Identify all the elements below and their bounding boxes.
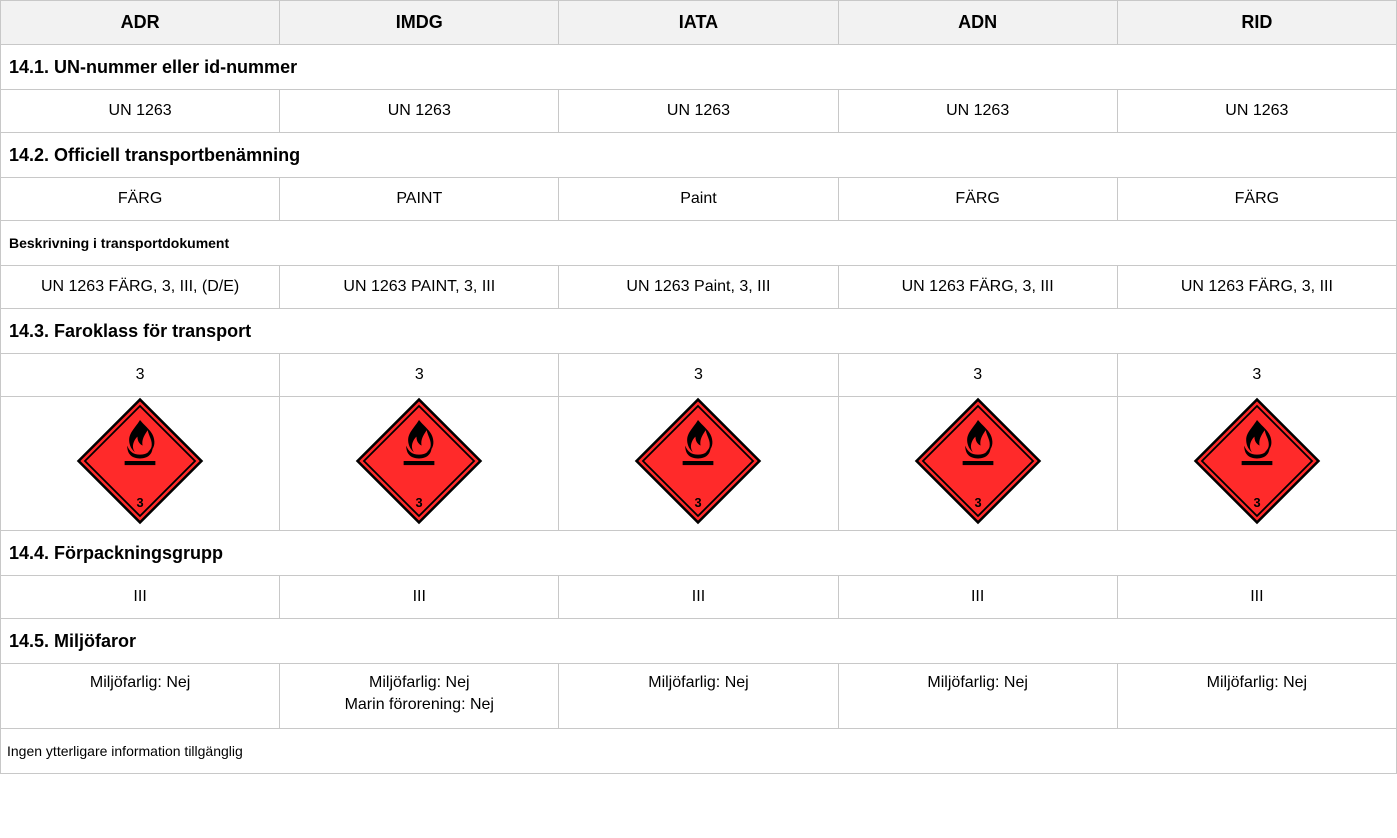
flame-icon [634,397,762,525]
cell-rid [1117,397,1396,531]
footer-note: Ingen ytterligare information tillgänglig [1,729,1397,774]
cell-imdg: PAINT [280,178,559,221]
flame-icon [914,397,1042,525]
section-title: 14.1. UN-nummer eller id-nummer [1,45,1397,90]
header-adn: ADN [838,1,1117,45]
section-title: 14.2. Officiell transportbenämning [1,133,1397,178]
pictogram-row [1,397,1397,531]
cell-iata: UN 1263 [559,90,838,133]
section-title: 14.5. Miljöfaror [1,619,1397,664]
cell-iata: UN 1263 Paint, 3, III [559,266,838,309]
cell-iata: Miljöfarlig: Nej [559,664,838,729]
cell-adr: UN 1263 FÄRG, 3, III, (D/E) [1,266,280,309]
section-hazard-class [1,309,1397,354]
cell-imdg: UN 1263 PAINT, 3, III [280,266,559,309]
cell-adn: Miljöfarlig: Nej [838,664,1117,729]
cell-iata: III [559,576,838,619]
header-imdg: IMDG [280,1,559,45]
cell-rid: Miljöfarlig: Nej [1117,664,1396,729]
table-row [1,576,1397,619]
cell-adn: FÄRG [838,178,1117,221]
cell-iata [559,397,838,531]
cell-adn: UN 1263 FÄRG, 3, III [838,266,1117,309]
cell-adn: 3 [838,354,1117,397]
marine-pollutant-text: Marin förorening: Nej [344,696,494,713]
cell-imdg [280,397,559,531]
header-adr: ADR [1,1,280,45]
flame-icon [76,397,204,525]
cell-adr: 3 [1,354,280,397]
cell-iata: 3 [559,354,838,397]
header-rid: RID [1117,1,1396,45]
section-environment [1,619,1397,664]
env-hazard-text: Miljöfarlig: Nej [369,674,470,691]
header-row [1,1,1397,45]
cell-adn: III [838,576,1117,619]
table-row [1,178,1397,221]
section-title: 14.4. Förpackningsgrupp [1,531,1397,576]
cell-imdg: 3 [280,354,559,397]
cell-iata: Paint [559,178,838,221]
cell-rid: 3 [1117,354,1396,397]
cell-imdg [280,664,559,729]
flame-icon [355,397,483,525]
cell-adn: UN 1263 [838,90,1117,133]
table-row [1,354,1397,397]
cell-imdg: III [280,576,559,619]
cell-imdg: UN 1263 [280,90,559,133]
table-row [1,664,1397,729]
cell-adr: FÄRG [1,178,280,221]
cell-rid: III [1117,576,1396,619]
cell-rid: UN 1263 [1117,90,1396,133]
section-shipping-name [1,133,1397,178]
cell-adr: Miljöfarlig: Nej [1,664,280,729]
table-row [1,90,1397,133]
subsection-transport-document [1,221,1397,266]
cell-rid: FÄRG [1117,178,1396,221]
flame-icon [1193,397,1321,525]
footer-note-row [1,729,1397,774]
section-un-number [1,45,1397,90]
section-title: 14.3. Faroklass för transport [1,309,1397,354]
cell-adr: UN 1263 [1,90,280,133]
table-row [1,266,1397,309]
cell-adr [1,397,280,531]
header-iata: IATA [559,1,838,45]
subsection-title: Beskrivning i transportdokument [1,221,1397,266]
cell-rid: UN 1263 FÄRG, 3, III [1117,266,1396,309]
cell-adn [838,397,1117,531]
cell-adr: III [1,576,280,619]
section-packing-group [1,531,1397,576]
